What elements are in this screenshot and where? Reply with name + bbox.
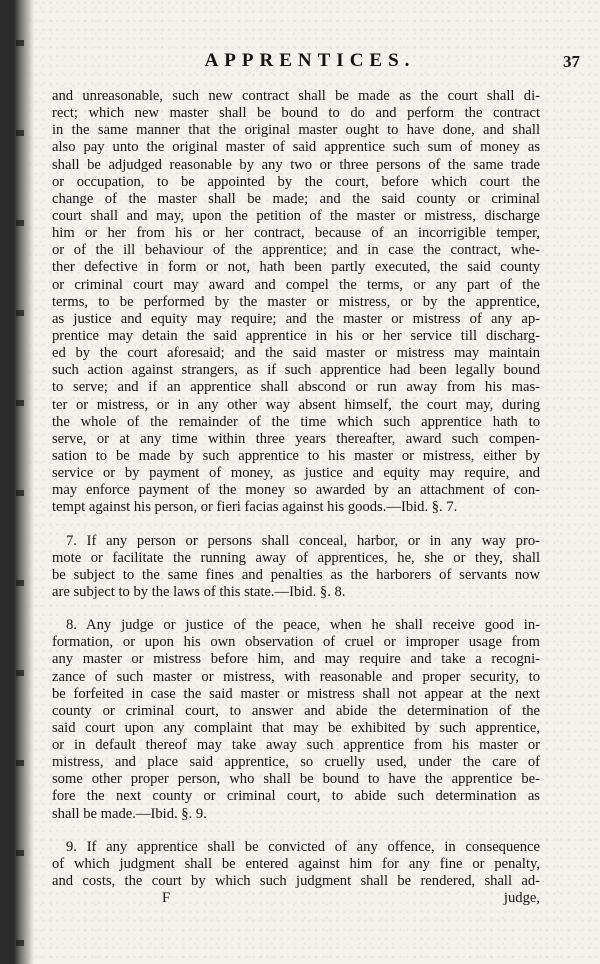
text-line: of which judgment shall be entered against him for any fine or penalty, (52, 855, 540, 872)
page-footer (52, 890, 540, 907)
text-line: rect; which new master shall be bound to do and perform the contract (52, 105, 540, 122)
text-line: prentice may detain the said apprentice in his or her service till discharg- (52, 327, 540, 344)
text-line: service or by payment of money, as justice and equity may require, and (52, 465, 540, 482)
text-line: be forfeited in case the said master or mistress shall not appear at the next (52, 685, 540, 702)
text-line: shall be made.—Ibid. §. 9. (52, 805, 207, 822)
text-line: ther defective in form or not, hath been partly executed, the said county (52, 259, 540, 276)
text-line: 9. If any apprentice shall be convicted of any offence, in consequence (66, 838, 540, 855)
text-line: and costs, the court by which such judgment shall be rendered, shall ad- (52, 873, 540, 890)
text-line: ter or mistress, or in any other way absent himself, the court may, during (52, 396, 540, 413)
text-line: sation to be made by such apprentice to his master or mistress, either by (52, 447, 540, 464)
text-line: be subject to the same fines and penalties as the harborers of servants now (52, 566, 540, 583)
text-line: mistress, and place said apprentice, so cruelly used, under the care of (52, 754, 540, 771)
text-line: in the same manner that the original master ought to have done, and shall (52, 122, 540, 139)
text-line: the whole of the remainder of the time which such apprentice hath to (52, 413, 540, 430)
running-title: APPRENTICES. (204, 50, 416, 71)
binding-shadow (16, 0, 24, 964)
text-line: said court upon any complaint that may be exhibited by such apprentice, (52, 719, 540, 736)
body-text (52, 88, 540, 907)
text-line: to serve; and if an apprentice shall abscond or run away from his mas- (52, 379, 540, 396)
text-line: court shall and may, upon the petition of the master or mistress, discharge (52, 207, 540, 224)
text-line: as justice and equity may require; and the master or mistress of any ap- (52, 310, 540, 327)
text-line: formation, or upon his own observation of cruel or improper usage from (52, 634, 540, 651)
text-line: such action against strangers, as if such apprentice had been legally bound (52, 362, 540, 379)
text-line: or criminal court may award and compel the terms, or any part of the (52, 276, 540, 293)
text-line: terms, to be performed by the master or mistress, or by the apprentice, (52, 293, 540, 310)
text-line: fore the next county or criminal court, to abide such determination as (52, 788, 540, 805)
text-line: any master or mistress before him, and may require and take a recogni- (52, 651, 540, 668)
page-number: 37 (563, 52, 580, 71)
text-line: county or criminal court, to answer and abide the determination of the (52, 702, 540, 719)
text-line: or occupation, to be appointed by the court, before which court the (52, 173, 540, 190)
text-line: are subject to by the laws of this state.—Ibid. §. 8. (52, 583, 346, 600)
text-line: or of the ill behaviour of the apprentice; and in case the contract, whe- (52, 242, 540, 259)
text-line: change of the master shall be made; and the said county or criminal (52, 190, 540, 207)
text-line: ed by the court aforesaid; and the said master or mistress may maintain (52, 345, 540, 362)
page-header (60, 48, 580, 76)
paragraph-section-10 (52, 839, 540, 890)
text-line: tempt against his person, or fieri facias against his goods.—Ibid. §. 7. (52, 499, 458, 516)
text-line: shall be adjudged reasonable by any two or three persons of the same trade (52, 156, 540, 173)
catchword: judge, (503, 890, 540, 907)
text-line: also pay unto the original master of said apprentice such sum of money as (52, 139, 540, 156)
signature-mark: F (162, 890, 171, 907)
text-line: serve, or at any time within three years thereafter, award such compen- (52, 430, 540, 447)
text-line: some other proper person, who shall be bound to have the apprentice be- (52, 771, 540, 788)
paragraph-section-8 (52, 533, 540, 602)
text-line: 7. If any person or persons shall conceal, harbor, or in any way pro- (66, 532, 540, 549)
paragraph-section-7-cont (52, 88, 540, 517)
text-line: mote or facilitate the running away of apprentices, he, she or they, shall (52, 549, 540, 566)
text-line: may enforce payment of the money so awarded by an attachment of con- (52, 482, 540, 499)
text-line: zance of such master or mistress, with reasonable and proper security, to (52, 668, 540, 685)
text-line: or in default thereof may take away such apprentice from his master or (52, 737, 540, 754)
text-line: and unreasonable, such new contract shall be made as the court shall di- (52, 88, 540, 104)
text-line: 8. Any judge or justice of the peace, when he shall receive good in- (66, 617, 540, 634)
text-line: him or her from his or her contract, because of an incorrigible temper, (52, 225, 540, 242)
paragraph-section-9 (52, 617, 540, 823)
